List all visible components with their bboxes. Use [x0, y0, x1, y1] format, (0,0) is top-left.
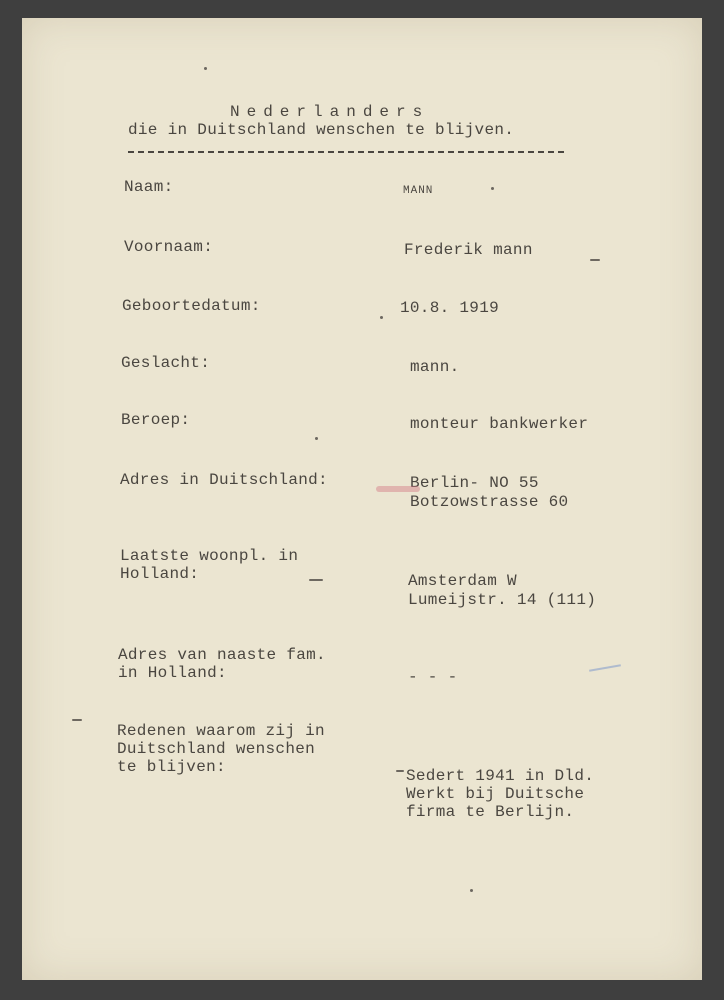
document-subtitle: die in Duitschland wenschen te blijven. [128, 121, 515, 139]
ink-speck [470, 889, 473, 892]
label-laatste-woonplaats-1: Laatste woonpl. in [120, 547, 299, 565]
label-adres-familie-1: Adres van naaste fam. [118, 646, 326, 664]
ink-dash [590, 259, 600, 261]
label-redenen-1: Redenen waarom zij in [117, 722, 325, 740]
value-beroep: monteur bankwerker [410, 415, 589, 433]
ink-dash [396, 770, 404, 772]
red-smudge [376, 486, 420, 492]
document-title: Nederlanders [230, 103, 430, 121]
ink-dash [72, 719, 82, 721]
label-redenen-3: te blijven: [117, 758, 226, 776]
label-redenen-2: Duitschland wenschen [117, 740, 316, 758]
value-adres-duitschland-2: Botzowstrasse 60 [410, 493, 569, 511]
title-underline [128, 151, 564, 153]
value-redenen-3: firma te Berlijn. [406, 803, 575, 821]
ink-speck [491, 187, 494, 190]
value-redenen-1: Sedert 1941 in Dld. [406, 767, 595, 785]
value-adres-duitschland-1: Berlin- NO 55 [410, 474, 539, 492]
value-adres-familie: - - - [408, 668, 458, 686]
value-redenen-2: Werkt bij Duitsche [406, 785, 585, 803]
ink-speck [315, 437, 318, 440]
value-geboortedatum: 10.8. 1919 [400, 299, 500, 317]
document-sheet [22, 18, 702, 980]
ink-speck [380, 316, 383, 319]
value-laatste-woonplaats-1: Amsterdam W [408, 572, 517, 590]
label-geslacht: Geslacht: [121, 354, 211, 372]
label-beroep: Beroep: [121, 411, 191, 429]
label-geboortedatum: Geboortedatum: [122, 297, 261, 315]
label-laatste-woonplaats-2: Holland: [120, 565, 200, 583]
ink-speck [204, 67, 207, 70]
ink-dash [309, 579, 323, 581]
label-naam: Naam: [124, 178, 174, 196]
value-naam: MANN [403, 185, 434, 197]
value-laatste-woonplaats-2: Lumeijstr. 14 (111) [408, 591, 597, 609]
label-voornaam: Voornaam: [124, 238, 214, 256]
value-voornaam: Frederik mann [404, 241, 533, 259]
value-geslacht: mann. [410, 358, 460, 376]
label-adres-duitschland: Adres in Duitschland: [120, 471, 328, 489]
label-adres-familie-2: in Holland: [118, 664, 227, 682]
